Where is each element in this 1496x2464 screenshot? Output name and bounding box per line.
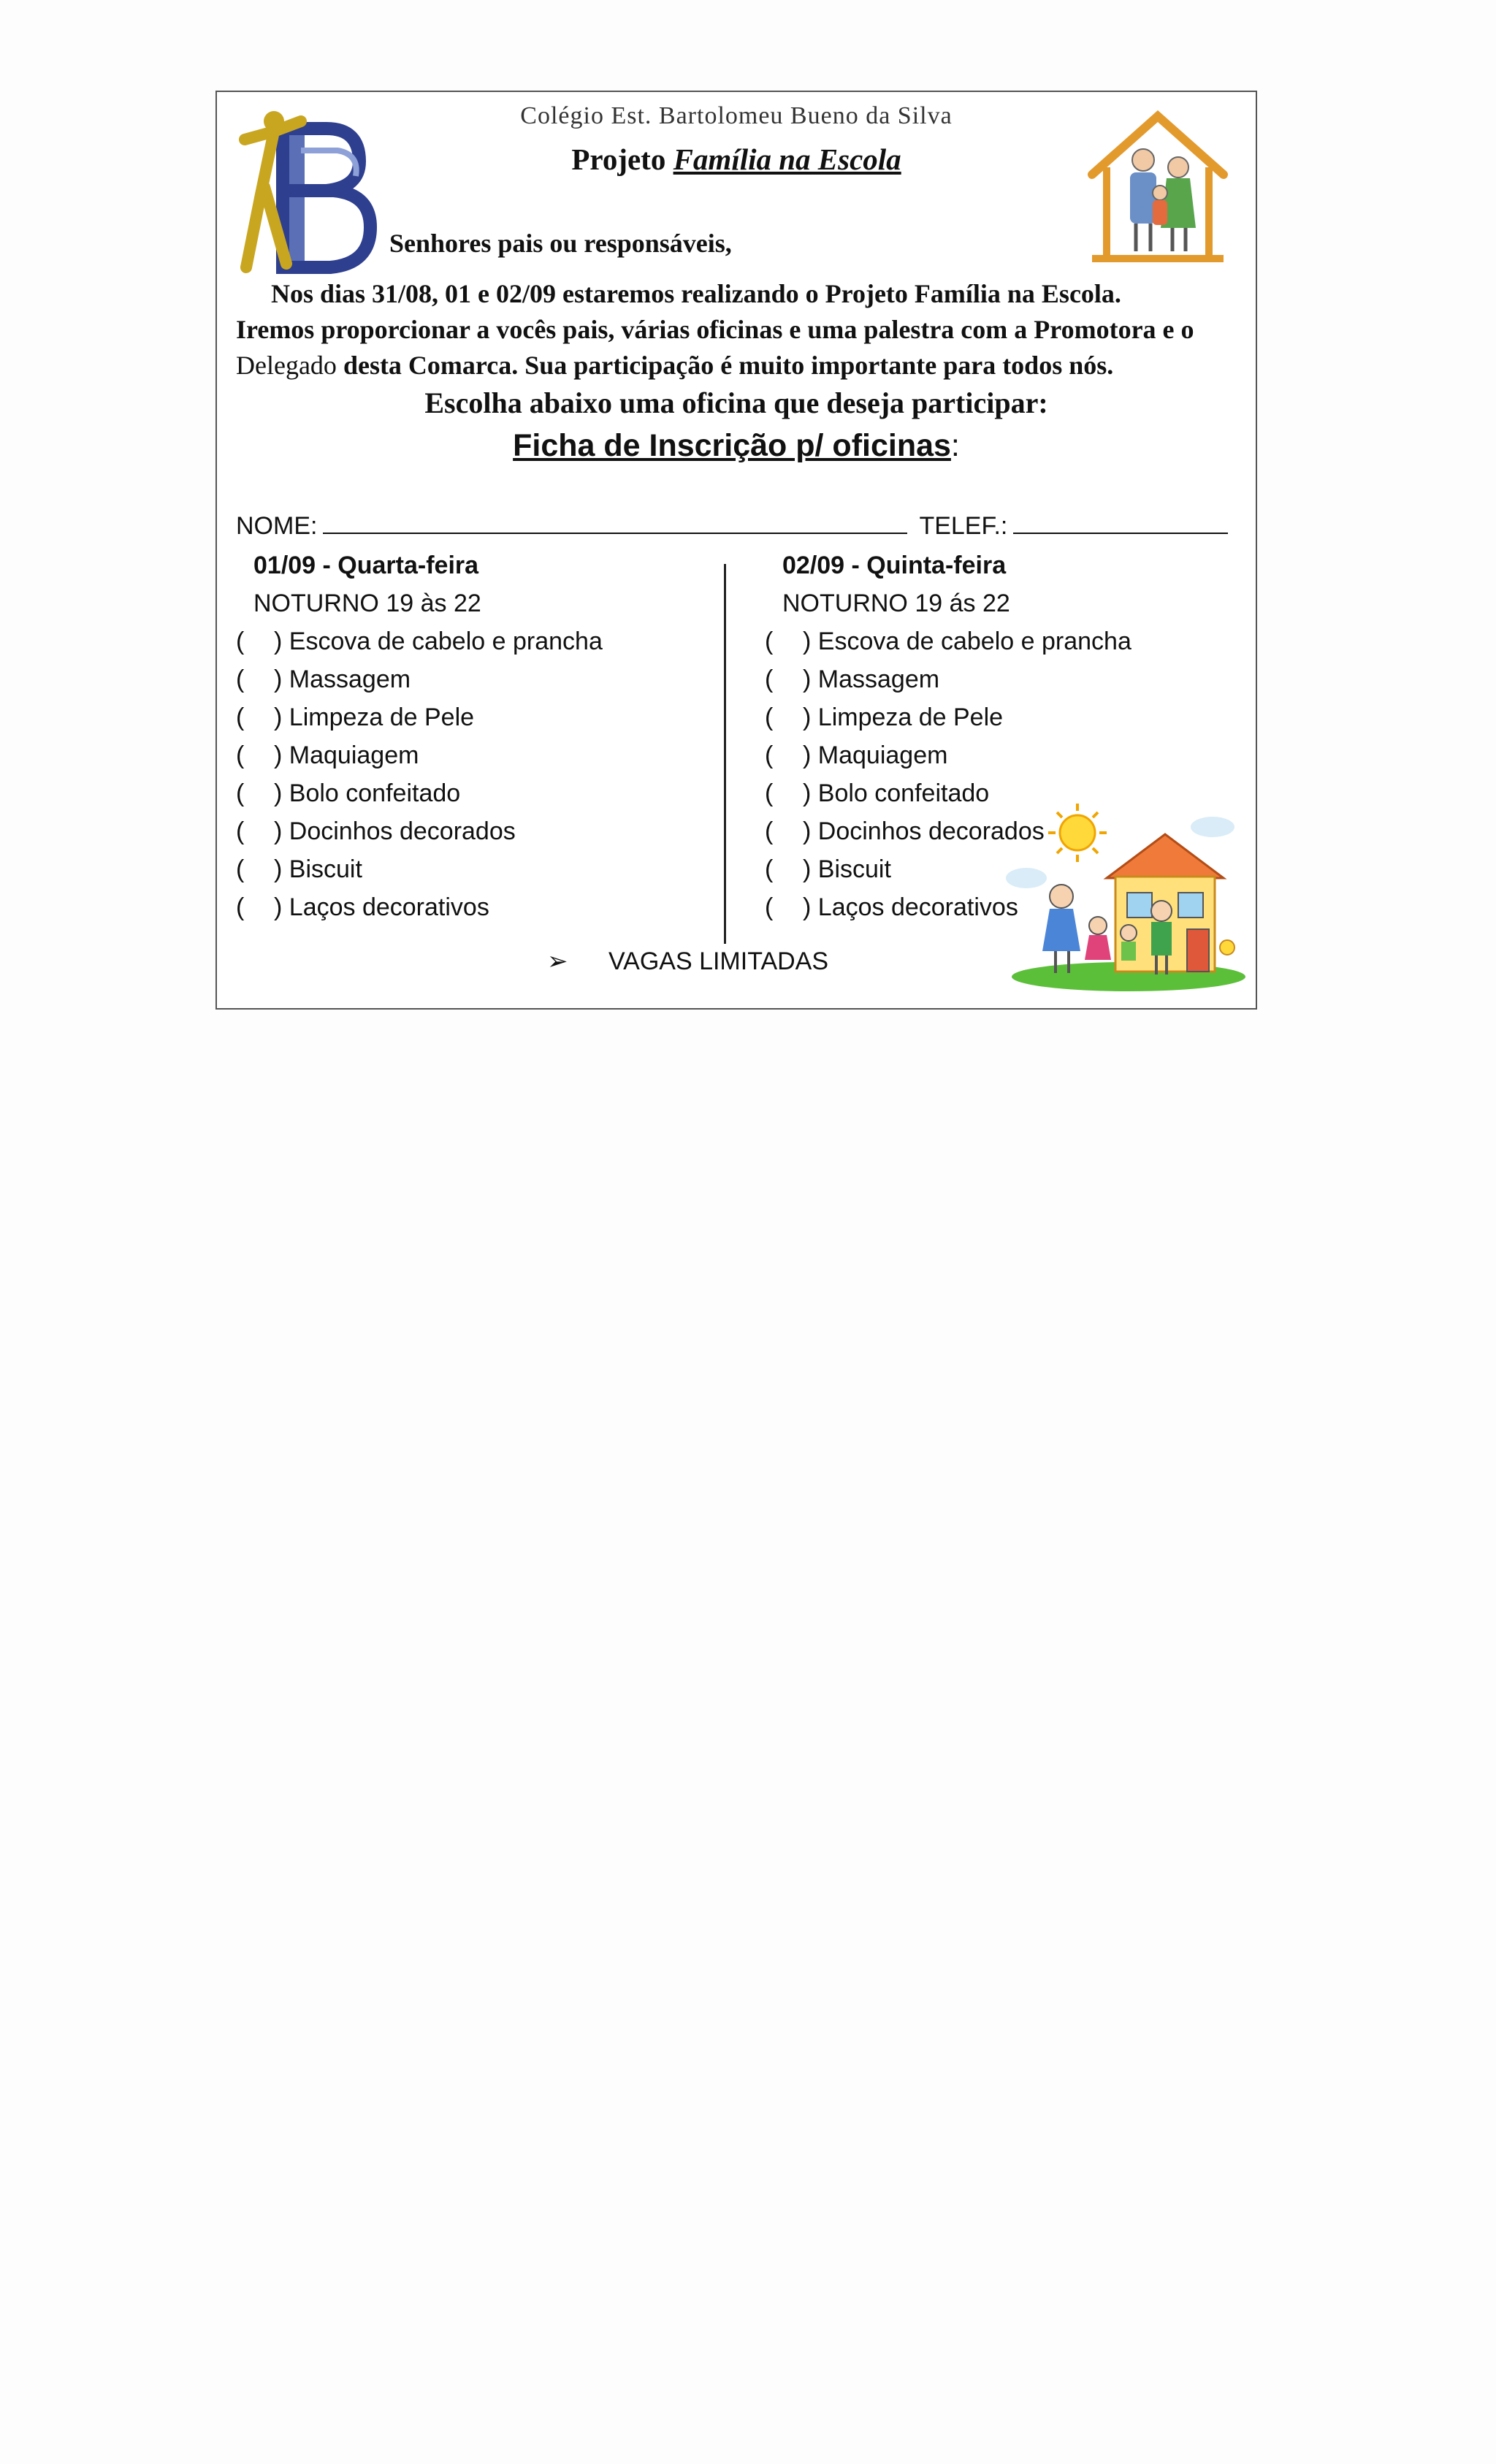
limited-spots-text: VAGAS LIMITADAS (608, 947, 829, 975)
form-title (217, 428, 1256, 464)
choose-instruction: Escolha abaixo uma oficina que deseja participar: (424, 386, 1048, 419)
family-house-icon (1077, 105, 1238, 273)
paragraph-line-3-start: Delegado (236, 351, 337, 380)
option-label: Laços decorativos (817, 893, 1018, 921)
checkbox-close: ) (803, 628, 812, 655)
option-item[interactable] (765, 736, 1131, 774)
checkbox-open: ( (236, 855, 245, 883)
option-label: Limpeza de Pele (817, 703, 1004, 731)
shift-time: NOTURNO 19 ás 22 (782, 590, 1010, 617)
phone-label: TELEF.: (919, 512, 1008, 540)
checkbox-open: ( (236, 779, 245, 807)
checkbox-open: ( (236, 817, 245, 845)
name-label: NOME: (236, 512, 318, 540)
house-family-drawing (1004, 798, 1245, 995)
column-divider (724, 564, 726, 944)
arrow-bullet-icon: ➢ (547, 947, 568, 975)
option-item[interactable] (765, 622, 1131, 660)
option-label: Escova de cabelo e prancha (817, 628, 1131, 655)
greeting: Senhores pais ou responsáveis, (389, 229, 732, 258)
option-item[interactable] (236, 812, 603, 850)
school-logo (232, 107, 378, 282)
option-item[interactable] (236, 736, 603, 774)
form-title-text: Ficha de Inscrição p/ oficinas (513, 428, 951, 463)
option-item[interactable] (236, 622, 603, 660)
option-item[interactable] (236, 660, 603, 698)
option-item[interactable] (236, 698, 603, 736)
checkbox-close: ) (803, 893, 812, 921)
option-label: Biscuit (289, 855, 362, 883)
checkbox-close: ) (803, 703, 812, 731)
option-item[interactable] (765, 660, 1131, 698)
paragraph-line-3 (236, 348, 1244, 384)
invitation-paragraph (236, 276, 1244, 384)
checkbox-open: ( (765, 628, 774, 655)
checkbox-close: ) (803, 741, 812, 769)
phone-field[interactable] (1013, 511, 1228, 534)
checkbox-close: ) (803, 779, 812, 807)
option-item[interactable] (236, 850, 603, 888)
checkbox-close: ) (274, 703, 283, 731)
checkbox-open: ( (236, 665, 245, 693)
option-label: Bolo confeitado (289, 779, 461, 807)
checkbox-close: ) (274, 628, 283, 655)
checkbox-open: ( (765, 741, 774, 769)
option-label: Limpeza de Pele (289, 703, 475, 731)
checkbox-open: ( (236, 741, 245, 769)
school-name: Colégio Est. Bartolomeu Bueno da Silva (520, 102, 953, 129)
checkbox-open: ( (236, 893, 245, 921)
checkbox-close: ) (274, 893, 283, 921)
checkbox-open: ( (765, 665, 774, 693)
project-prefix: Projeto (571, 142, 666, 176)
form-title-colon: : (950, 428, 960, 463)
option-item[interactable] (765, 698, 1131, 736)
paragraph-line-2: Iremos proporcionar a vocês pais, várias oficinas e uma palestra com a Promotora e o (236, 315, 1194, 344)
shift-time: NOTURNO 19 às 22 (253, 590, 481, 617)
checkbox-open: ( (236, 703, 245, 731)
paragraph-line-3-rest: desta Comarca. Sua participação é muito importante para todos nós. (336, 351, 1114, 380)
option-item[interactable] (236, 888, 603, 926)
checkbox-open: ( (765, 779, 774, 807)
checkbox-close: ) (803, 855, 812, 883)
checkbox-open: ( (765, 855, 774, 883)
checkbox-open: ( (765, 893, 774, 921)
checkbox-close: ) (274, 741, 283, 769)
option-label: Laços decorativos (289, 893, 489, 921)
option-label: Docinhos decorados (817, 817, 1045, 845)
checkbox-open: ( (236, 628, 245, 655)
checkbox-close: ) (274, 779, 283, 807)
checkbox-close: ) (274, 665, 283, 693)
option-label: Biscuit (817, 855, 891, 883)
day-heading: 02/09 - Quinta-feira (782, 552, 1007, 579)
option-label: Docinhos decorados (289, 817, 516, 845)
option-label: Maquiagem (289, 741, 419, 769)
checkbox-open: ( (765, 817, 774, 845)
name-field[interactable] (323, 511, 907, 534)
paragraph-line-1: Nos dias 31/08, 01 e 02/09 estaremos realizando o Projeto Família na Escola. (271, 279, 1121, 308)
checkbox-close: ) (803, 817, 812, 845)
option-label: Bolo confeitado (817, 779, 990, 807)
contact-fields (236, 511, 1244, 541)
option-label: Massagem (817, 665, 940, 693)
option-label: Maquiagem (817, 741, 948, 769)
option-label: Massagem (289, 665, 411, 693)
checkbox-open: ( (765, 703, 774, 731)
limited-spots-note (547, 947, 828, 976)
checkbox-close: ) (274, 817, 283, 845)
day-heading: 01/09 - Quarta-feira (253, 552, 479, 579)
project-name: Família na Escola (673, 142, 901, 176)
registration-card (215, 91, 1257, 1010)
checkbox-close: ) (803, 665, 812, 693)
option-label: Escova de cabelo e prancha (289, 628, 603, 655)
day-column-1 (236, 546, 603, 926)
checkbox-close: ) (274, 855, 283, 883)
option-item[interactable] (236, 774, 603, 812)
